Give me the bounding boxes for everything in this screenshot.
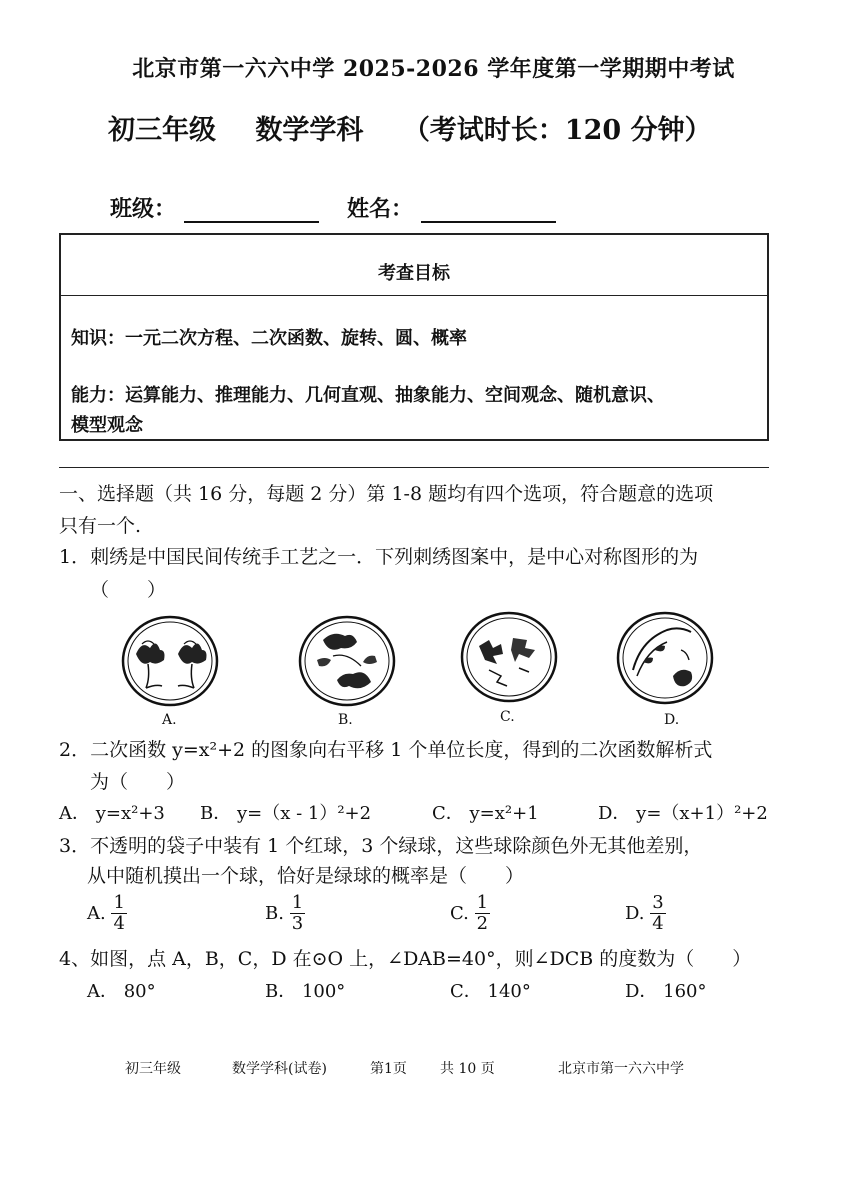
objectives-ability-line1: 能力：运算能力、推理能力、几何直观、抽象能力、空间观念、随机意识、 — [71, 385, 665, 406]
name-field — [347, 192, 556, 223]
q3-option-c-letter: C. — [450, 903, 469, 924]
embroidery-b-image[interactable] — [297, 614, 397, 708]
q4-stem: 4、如图，点 A，B，C，D 在⊙O 上，∠DAB=40°，则∠DCB 的度数为（ ） — [59, 948, 752, 970]
q3-option-b-denominator: 3 — [291, 913, 304, 934]
q3-option-c-fraction — [475, 893, 490, 934]
q3-option-a-fraction — [111, 893, 126, 934]
embroidery-c-image[interactable] — [459, 610, 559, 704]
exam-title: 北京市第一六六中学 2025-2026 学年度第一学期期中考试 — [132, 56, 735, 82]
q3-stem-line1: 3．不透明的袋子中装有 1 个红球，3 个绿球，这些球除颜色外无其他差别， — [59, 835, 703, 857]
embroidery-b-label: B. — [338, 712, 353, 728]
q4-option-b[interactable]: B． 100° — [265, 981, 346, 1002]
q4-option-d[interactable]: D． 160° — [625, 981, 707, 1002]
embroidery-a-image[interactable] — [120, 614, 220, 708]
footer-subject: 数学学科(试卷) — [232, 1061, 327, 1077]
q2-option-d[interactable]: D． y=（x+1）²+2 — [598, 803, 768, 824]
class-blank[interactable] — [184, 199, 319, 223]
section-divider — [59, 467, 769, 468]
section1-heading-line2: 只有一个. — [59, 515, 142, 537]
name-label: 姓名： — [347, 196, 414, 222]
exam-subtitle — [108, 108, 712, 147]
embroidery-a-label: A. — [162, 712, 177, 728]
q3-stem-line2: 从中随机摸出一个球，恰好是绿球的概率是（ ） — [87, 865, 525, 887]
embroidery-d-image[interactable] — [615, 610, 715, 706]
q3-option-b-letter: B. — [265, 903, 284, 924]
subject-label: 数学学科 — [255, 115, 364, 146]
class-label: 班级： — [110, 196, 177, 222]
q3-option-b[interactable] — [265, 893, 305, 934]
q1-stem: 1．刺绣是中国民间传统手工艺之一．下列刺绣图案中，是中心对称图形的为 — [59, 546, 699, 568]
q2-option-a[interactable]: A． y=x²+3 — [59, 803, 165, 824]
q4-option-c[interactable]: C． 140° — [450, 981, 531, 1002]
q4-option-a[interactable]: A． 80° — [87, 981, 156, 1002]
q2-option-b[interactable]: B． y=（x - 1）²+2 — [200, 803, 372, 824]
q3-option-d-numerator: 3 — [652, 892, 664, 913]
q2-option-c[interactable]: C． y=x²+1 — [432, 803, 539, 824]
section1-heading-line1: 一、选择题（共 16 分，每题 2 分）第 1-8 题均有四个选项，符合题意的选项 — [59, 483, 714, 505]
name-blank[interactable] — [421, 199, 556, 223]
objectives-heading: 考查目标 — [61, 235, 767, 296]
q3-option-c-numerator: 1 — [476, 892, 489, 913]
q3-option-d-letter: D. — [625, 903, 645, 924]
q1-answer-bracket: （ ） — [90, 579, 167, 601]
embroidery-d-label: D. — [664, 712, 680, 728]
q3-option-d-denominator: 4 — [652, 913, 664, 934]
q3-option-b-fraction — [290, 893, 305, 934]
footer-total: 共 10 页 — [440, 1061, 495, 1077]
q3-option-a-denominator: 4 — [113, 913, 125, 934]
q3-option-d-fraction — [650, 893, 665, 934]
q3-option-b-numerator: 1 — [291, 892, 304, 913]
q3-option-a-letter: A. — [87, 903, 106, 924]
footer-school: 北京市第一六六中学 — [558, 1061, 684, 1077]
q3-option-a-numerator: 1 — [113, 892, 125, 913]
q3-option-c[interactable] — [450, 893, 490, 934]
objectives-knowledge: 知识：一元二次方程、二次函数、旋转、圆、概率 — [71, 328, 467, 349]
q2-stem: 2．二次函数 y=x²+2 的图象向右平移 1 个单位长度，得到的二次函数解析式 — [59, 739, 713, 761]
q3-option-c-denominator: 2 — [476, 913, 489, 934]
class-field — [110, 192, 319, 223]
embroidery-c-label: C. — [500, 709, 515, 725]
grade-label: 初三年级 — [108, 115, 216, 146]
duration-label: （考试时长：120 分钟） — [402, 115, 712, 146]
objectives-ability-line2: 模型观念 — [71, 415, 143, 436]
q2-answer-bracket: 为（ ） — [90, 771, 186, 793]
objectives-box — [59, 233, 769, 441]
footer-page: 第1页 — [370, 1061, 407, 1077]
footer-grade: 初三年级 — [125, 1061, 181, 1077]
q3-option-a[interactable] — [87, 893, 127, 934]
q3-option-d[interactable] — [625, 893, 666, 934]
